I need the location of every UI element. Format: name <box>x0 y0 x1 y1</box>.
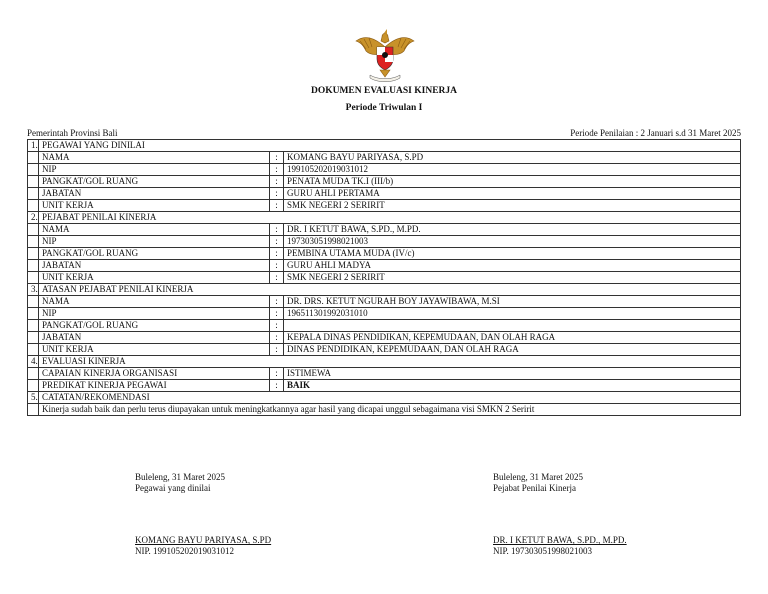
section-header <box>28 356 741 368</box>
table-row <box>28 368 741 380</box>
section-number: 4. <box>28 356 39 368</box>
separator: : <box>270 176 284 188</box>
separator: : <box>270 224 284 236</box>
field-label: UNIT KERJA <box>39 344 270 356</box>
separator: : <box>270 260 284 272</box>
section-header <box>28 212 741 224</box>
field-label: PANGKAT/GOL RUANG <box>39 176 270 188</box>
field-value: DINAS PENDIDIKAN, KEPEMUDAAN, DAN OLAH RAGA <box>284 344 741 356</box>
table-row <box>28 188 741 200</box>
field-value: BAIK <box>284 380 741 392</box>
separator: : <box>270 296 284 308</box>
field-label: PANGKAT/GOL RUANG <box>39 248 270 260</box>
section-number: 3. <box>28 284 39 296</box>
left-signature-footer <box>135 535 271 557</box>
section-title: PEJABAT PENILAI KINERJA <box>39 212 741 224</box>
table-row <box>28 308 741 320</box>
section-header <box>28 392 741 404</box>
table-row <box>28 152 741 164</box>
field-label: NIP <box>39 308 270 320</box>
separator: : <box>270 248 284 260</box>
separator: : <box>270 152 284 164</box>
field-label: NIP <box>39 236 270 248</box>
meta-row <box>27 128 741 138</box>
field-value: DR. DRS. KETUT NGURAH BOY JAYAWIBAWA, M.SI <box>284 296 741 308</box>
separator: : <box>270 344 284 356</box>
table-row <box>28 380 741 392</box>
table-row <box>28 296 741 308</box>
right-signature-header <box>493 472 583 494</box>
evaluation-table <box>27 139 741 416</box>
garuda-emblem-icon <box>354 27 416 83</box>
field-value: GURU AHLI PERTAMA <box>284 188 741 200</box>
field-label: CAPAIAN KINERJA ORGANISASI <box>39 368 270 380</box>
field-value: 196511301992031010 <box>284 308 741 320</box>
separator: : <box>270 200 284 212</box>
section-header <box>28 284 741 296</box>
table-row <box>28 344 741 356</box>
field-value <box>284 320 741 332</box>
signature-role: Pejabat Penilai Kinerja <box>493 483 576 493</box>
document-subtitle: Periode Triwulan I <box>345 103 423 113</box>
separator: : <box>270 332 284 344</box>
assessment-period: Periode Penilaian : 2 Januari s.d 31 Maret 2025 <box>570 128 741 138</box>
separator: : <box>270 368 284 380</box>
field-label: NAMA <box>39 152 270 164</box>
separator: : <box>270 164 284 176</box>
field-label: JABATAN <box>39 188 270 200</box>
left-signature-header <box>135 472 225 494</box>
separator: : <box>270 380 284 392</box>
signer-name: KOMANG BAYU PARIYASA, S.PD <box>135 535 272 545</box>
document-title: DOKUMEN EVALUASI KINERJA <box>310 86 458 96</box>
signer-nip: NIP. 199105202019031012 <box>135 546 235 556</box>
table-row <box>28 320 741 332</box>
table-row <box>28 224 741 236</box>
field-value: PEMBINA UTAMA MUDA (IV/c) <box>284 248 741 260</box>
field-label: PREDIKAT KINERJA PEGAWAI <box>39 380 270 392</box>
field-label: JABATAN <box>39 260 270 272</box>
field-value: SMK NEGERI 2 SERIRIT <box>284 272 741 284</box>
field-label: JABATAN <box>39 332 270 344</box>
section-title: CATATAN/REKOMENDASI <box>39 392 741 404</box>
table-row <box>28 332 741 344</box>
section-number: 5. <box>28 392 39 404</box>
section-number: 1. <box>28 140 39 152</box>
table-row <box>28 164 741 176</box>
signer-nip: NIP. 197303051998021003 <box>493 546 593 556</box>
field-label: NAMA <box>39 296 270 308</box>
separator: : <box>270 308 284 320</box>
table-row <box>28 200 741 212</box>
field-label: PANGKAT/GOL RUANG <box>39 320 270 332</box>
field-value: GURU AHLI MADYA <box>284 260 741 272</box>
separator: : <box>270 272 284 284</box>
section-title: PEGAWAI YANG DINILAI <box>39 140 741 152</box>
table-row <box>28 176 741 188</box>
signature-place-date: Buleleng, 31 Maret 2025 <box>135 472 225 482</box>
field-label: NAMA <box>39 224 270 236</box>
table-row <box>28 248 741 260</box>
section-title: EVALUASI KINERJA <box>39 356 741 368</box>
section-title: ATASAN PEJABAT PENILAI KINERJA <box>39 284 741 296</box>
field-value: 199105202019031012 <box>284 164 741 176</box>
signature-place-date: Buleleng, 31 Maret 2025 <box>493 472 583 482</box>
field-value: KOMANG BAYU PARIYASA, S.PD <box>284 152 741 164</box>
field-label: UNIT KERJA <box>39 272 270 284</box>
field-label: NIP <box>39 164 270 176</box>
section-number: 2. <box>28 212 39 224</box>
separator: : <box>270 320 284 332</box>
field-label: UNIT KERJA <box>39 200 270 212</box>
table-row <box>28 272 741 284</box>
agency-label: Pemerintah Provinsi Bali <box>27 128 118 138</box>
recommendation-text: Kinerja sudah baik dan perlu terus diupayakan untuk meningkatkannya agar hasil yang dicapai unggul sebagaimana visi SMKN 2 Seririt <box>39 404 741 416</box>
field-value: 197303051998021003 <box>284 236 741 248</box>
signer-name: DR. I KETUT BAWA, S.PD., M.PD. <box>493 535 627 545</box>
separator: : <box>270 236 284 248</box>
notes-row <box>28 404 741 416</box>
section-header <box>28 140 741 152</box>
field-value: KEPALA DINAS PENDIDIKAN, KEPEMUDAAN, DAN OLAH RAGA <box>284 332 741 344</box>
table-row <box>28 236 741 248</box>
table-row <box>28 260 741 272</box>
signature-role: Pegawai yang dinilai <box>135 483 211 493</box>
field-value: ISTIMEWA <box>284 368 741 380</box>
field-value: DR. I KETUT BAWA, S.PD., M.PD. <box>284 224 741 236</box>
right-signature-footer <box>493 535 627 557</box>
separator: : <box>270 188 284 200</box>
field-value: PENATA MUDA TK.I (III/b) <box>284 176 741 188</box>
field-value: SMK NEGERI 2 SERIRIT <box>284 200 741 212</box>
